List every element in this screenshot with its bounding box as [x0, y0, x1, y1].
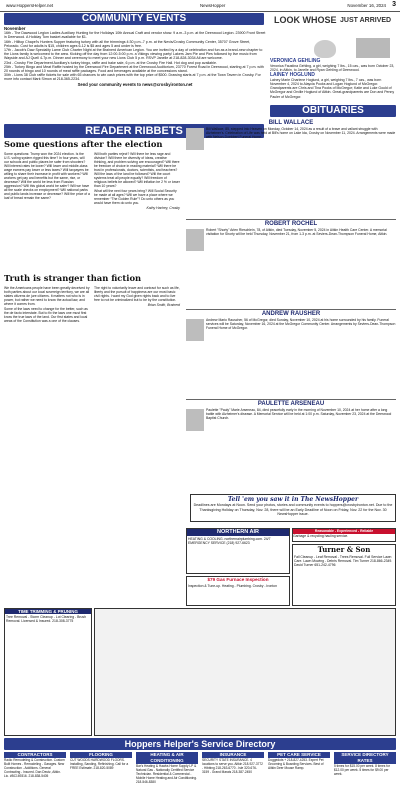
obituary-text: Bill Wallace, 85, stepped into Heaven on Monday, October 14, 2024 as a result of a brave and valiant struggle with Alzheimer's. Celebration of Life was held at Bill's home on Lake Ida, Crosby on November 11, 2024. Arrangements were made with Nelson-Doebbert Funeral Home.: [206, 127, 396, 139]
directory-column: [70, 752, 132, 790]
obituary: [186, 120, 396, 215]
letter-paragraph: We the Americans people have been greatly deceived by both parties about our local sovereign territory, we are all states citizens de jure citizens. It matters not who is in power, but rather we need to know the actual law, and where it comes from.: [4, 286, 90, 306]
ad-body: Tree Removal - Storm Cleanup - Lot Clearing - Brush Removal. Licensed & Insured. 218-308-3775: [6, 615, 86, 623]
directory-column: [136, 752, 198, 790]
event-item: 17th - Jacob's Daw Speciality Lame Club Charter Night at the Brainerd American Legion. You are invited by a day of celebration and fun as a brand-new chapter to the Lions family is welcomed to the area. Kicking off the day from 12:00-5:00 p.m. a Vikings viewing party! Lakers Jam Pie and Pies followed by live music from Wayside and AJ Quell 4-7p.m. Dinner and ceremony to meet your new Lions Club 5 p.m. RSVP Janelle at 218-828-3034 All are welcome.: [4, 48, 263, 61]
directory-category: SERVICE DIRECTORY RATES: [334, 752, 396, 764]
ad-time-trimming[interactable]: [4, 608, 92, 736]
obituary-name: ROBERT ROCHEL: [264, 221, 318, 227]
service-directory-banner: [4, 738, 396, 750]
ad-northern-air[interactable]: [186, 528, 290, 574]
directory-listing: Radio Remodeling & Construction. Custom Built Homes - Remodeling - Garages. New Construction - Additions. General Contracting - Insured. Dan Deutz, Aitkin. Lic. #BC169316. 218-838-5405: [4, 758, 65, 778]
community-events-list: [4, 27, 266, 119]
baby-name: LAINEY HOGLUND: [270, 72, 315, 79]
directory-listing: 5 times for $15.00 per week. 8 times for $12.00 per week. 5 times for $9.00 per week.: [334, 764, 390, 776]
stork-illustration: [314, 40, 336, 58]
directory-listing: SECURITY STATE INSURANCE. 4 locations to serve you. Aitkin 218-927-3772 - Hibbing 218-263-6770 - Isle 320-676-3159 - Grand Marais 218-387-2450: [202, 758, 263, 774]
directory-column: [202, 752, 264, 790]
issue-date: November 16, 2024: [347, 3, 386, 8]
obituary-name: PAULETTE ARSENEAU: [257, 401, 325, 407]
birth-text: Lainey Marie Charlene Hoglund, a girl, weighing 7 lbs., 7 ozs., was born November 4, 2024 to Alaycia Pooks and Logan Hoglund of McGregor. Grandparents are Chris and Tina Pooks of McGregor; Katie and Luke Gould of McGregor and Orville Hoglund of Aitkin. Great-grandparents are Don and Penny Pauler of McGregor.: [270, 78, 395, 99]
event-item: 30th - Lions 38 Club raffle tickets for sale with 65 chances to win cash prizes with the top prize of $500. Drawing starts at 7 p.m. at the Town Tavern in Crosby. For more info contact Mark Simon at 218-365-2234.: [4, 73, 261, 82]
ad-gas-furnace[interactable]: [186, 576, 290, 606]
ad-reasonable[interactable]: [292, 528, 396, 542]
letter-paragraph: The right to voluntarily leave and contract for such as life, liberty and the pursuit of happiness are our most basic civil rights. I want my God given rights back and to live free to not be criminalized but to be by the constitution.: [94, 286, 180, 302]
ad-body: HEATING & COOLING. northernairplumbing.com. 24/7 EMERGENCY SERVICE (218) 927-6623: [188, 537, 271, 545]
directory-category: INSURANCE: [202, 752, 264, 758]
letter-paragraph: What will the next four years bring? Will Social Security be made at all ages? Will we have a place where we remember “The Golden Rule”? Do unto others as you would have them do unto you.: [94, 189, 177, 205]
obituary-name: ANDREW RAUSHER: [261, 311, 321, 317]
event-item: 16th - The Dawwood Legion Ladies Auxiliary Hunting for the Holidays 10th Annual Craft and vendor show. 9 a.m.-3 p.m. at the Deerwood Legion. 23900 Front Street in Deerwood. A Holiday Tom basket available for $1.: [4, 31, 266, 40]
ad-body: Garbage & recycling hauling service.: [293, 534, 349, 538]
directory-column: [4, 752, 66, 790]
obituary-name: BILL WALLACE: [268, 120, 314, 126]
letter-signature: Kathy Hachey, Crosby: [146, 206, 180, 210]
directory-category: CONTRACTORS: [4, 752, 66, 758]
events-submit-note: Send your community events to news@crosbyironton.net: [77, 81, 193, 87]
look-who-header: [270, 14, 396, 58]
obituaries-banner: OBITUARIES: [270, 105, 396, 117]
letter-headline: Truth is stranger than fiction: [4, 273, 142, 283]
event-item: 25th - Turkey Bingo and Meat Raffle hosted by the Deerwood Fire Department at the Deerwood Auditorium, 23770 Forest Road in Deerwood, starting at 7 p.m. with 20 rounds of bingo and 10 rounds of meat raffle packages. Food and beverages available at the concessions stand.: [4, 64, 264, 74]
directory-category: HEATING & AIR CONDITIONING: [136, 752, 198, 764]
letter-paragraph: Some of the laws need to change for the better, such as the de facto interstate. But to fix the laws one must first know the true laws of the land. Our first states and local areas of the Constitution was a one of the clauses.: [4, 307, 88, 323]
ad-title: $79 Gas Furnace Inspection: [207, 577, 269, 582]
letter-column: [94, 152, 180, 270]
deadline-notice: Deadlines are Mondays at Noon. Send your photos, stories and community events to hoppers@crosbyironton.net. Due to the Thanksgiving Holiday on Thursday, Nov. 28, there will be an Early Deadline of Noon on Friday, Nov. 22 for the Nov. 30 NewsHopper issue.: [193, 503, 393, 516]
ad-body: Fall Cleanup - Leaf Removal - Trees Removal. Full Service Lawn Care. Lawn Mowing - Debris Removal. Tim Turner 218-866-2349. David Turner 651-242-4796: [294, 555, 393, 567]
page-header: [0, 0, 400, 12]
directory-listing: CUT WOODS HARDWOOD FLOORS. Installing, Sanding, Refinishing. Call for a FREE Estimate. 218-820-5089: [70, 758, 129, 770]
letter-column: [94, 286, 180, 604]
directory-listing: Bar's Heating & Hawks Home Supply LP & Natural Gas - Nationally Certified Service Technician. Residential & Commercial - Mobile Home Heating and Air Conditioning. 218-546-8380: [136, 764, 197, 784]
birth-text: Veronica Faustina Gehling, a girl, weighing 7 lbs., 15 ozs., was born October 23, 2024, in Aitkin, to Janelle and Ryan Gehling of Deerwood.: [270, 64, 395, 73]
directory-category: PET CARE SERVICE: [268, 752, 330, 758]
look-who-title: LOOK WHOSE: [274, 15, 337, 25]
tell-em-title: Tell 'em you saw it in The NewsHopper: [227, 496, 359, 503]
ad-turner-and-son[interactable]: [292, 544, 396, 606]
page-number: 3: [392, 1, 396, 8]
letter-column: [4, 286, 90, 604]
letter-column: [4, 152, 90, 270]
event-item: 23rd - Crosby Fire Department Auxiliary's turkey bingo, raffle and bake sale, 6 p.m. at the Crosby Fire Hall. Hot dog and pop available.: [4, 60, 217, 65]
obituary: [186, 308, 396, 396]
ad-title: TIME TRIMMING & PRUNING: [5, 609, 91, 614]
obituary-photo: [186, 319, 204, 341]
obituary-photo: [186, 229, 204, 251]
directory-column: [268, 752, 330, 790]
directory-column: [334, 752, 396, 790]
ad-title: Reasonable - Experienced - Reliable: [293, 529, 395, 534]
baby-name: VERONICA GEHLING: [270, 58, 321, 64]
service-directory-title: Hoppers Helper's Service Directory: [4, 738, 396, 750]
obituary: [186, 218, 396, 306]
letter-headline: Some questions after the election: [4, 139, 163, 149]
event-item: 16th - Hilltop Chapel's Hunters Supper featuring turkey with all the trimmings 4:30 p.m.-7 p.m. at the Nevis/Crosby Community Center, 35707 Grove Street, Pelorado. Cost for adults is $15, children ages 6-12 is $5 and ages 5 and under is free.: [4, 39, 251, 48]
tell-em-box: [190, 494, 396, 522]
obituary-photo: [186, 128, 204, 150]
community-events-banner: COMMUNITY EVENTS: [4, 13, 264, 25]
obituary-text: Robert "Shorty" Arlen Rieschlein, 78, of Aitkin, died Tuesday, November 5, 2024 in Aitkin Health Care Center. A memorial visitation for Shorty will be held Thursday, November 21, from 1-3 p.m. at Seviers-Dean-Thompson Funeral Home, Aitkin.: [206, 228, 388, 236]
directory-category: FLOORING: [70, 752, 132, 758]
baby-photo: [356, 38, 390, 58]
ad-body: Inspection & Tune-up. Heating - Plumbing. Crosby - Ironton: [188, 584, 277, 588]
ad-title: Turner & Son: [317, 545, 371, 554]
obituary-photo: [186, 409, 204, 431]
directory-listing: Doggedots + 218-827-4253. Expert Pet Grooming & Boarding Services. Best of Aitkin Deer Mouse Ramp.: [268, 758, 324, 770]
letter-paragraph: Some questions: Trump won the 2024 election. Is the U.S. voting system rigged this time? In four years, will our schools and public places be safer from shooters? Will interest rates be lower? Will lower and middle-class wage earners pay lower or less taxes? Will taxpayers be willing to share their increase in profit with workers? Will workers get pay and benefits but the same, rise, or decrease? Will the world be less from Russian aggression? Will this global world be safer? Will we have all the scale checks on employment? Will national parks and public lands increase or decrease? Will the price of a loaf of bread remain the same?: [4, 152, 90, 200]
obituary: [186, 398, 396, 490]
letter-paragraph: Will both parties reject? Will there be less rage and division? Will there be diversity of ideas, creative thinking, and problem solving are encouraged? Will there be freedom of choice in reading material? Will there be trust in professionals, doctors, scientists, and teachers? Will the laws of the land be followed? Will the court systems treat all people equally? Will freedom of religious beliefs be allowed? Will inflation be 2 % or lower than 10 years?: [94, 152, 180, 188]
just-arrived-title: JUST ARRIVED: [340, 17, 392, 24]
display-ad-area: [94, 608, 396, 736]
letter-signature: Brian Smith, Brainerd: [147, 303, 180, 307]
site-url[interactable]: www.HoppersHelper.net: [6, 3, 54, 8]
obituary-text: Paulette "Pauly" Marie Arseneau, 84, died peacefully early in the morning of November 10, 2024 at her home after a long battle with Alzheimer's disease. A Memorial Service will be held at 1:00 p.m. Saturday, November 23, 2024 at the Deerwood Baptist Church.: [206, 408, 392, 420]
ad-title: NORTHERN AIR: [187, 529, 289, 536]
birth-announcements: [270, 58, 396, 102]
obituary-text: Andrew Mario Rauscher, 56 of McGregor, died Sunday, November 10, 2024 at his home surrounded by his family. Funeral services will be Saturday, November 16, 2024 at the McGregor Community Center. Arrangements by Seviers-Dean-Thompson Funeral Home of McGregor.: [206, 318, 396, 330]
reader-ribbets-banner: READER RIBBETS: [4, 124, 264, 138]
events-month: November: [4, 26, 26, 31]
paper-name: NewsHopper: [200, 3, 226, 8]
